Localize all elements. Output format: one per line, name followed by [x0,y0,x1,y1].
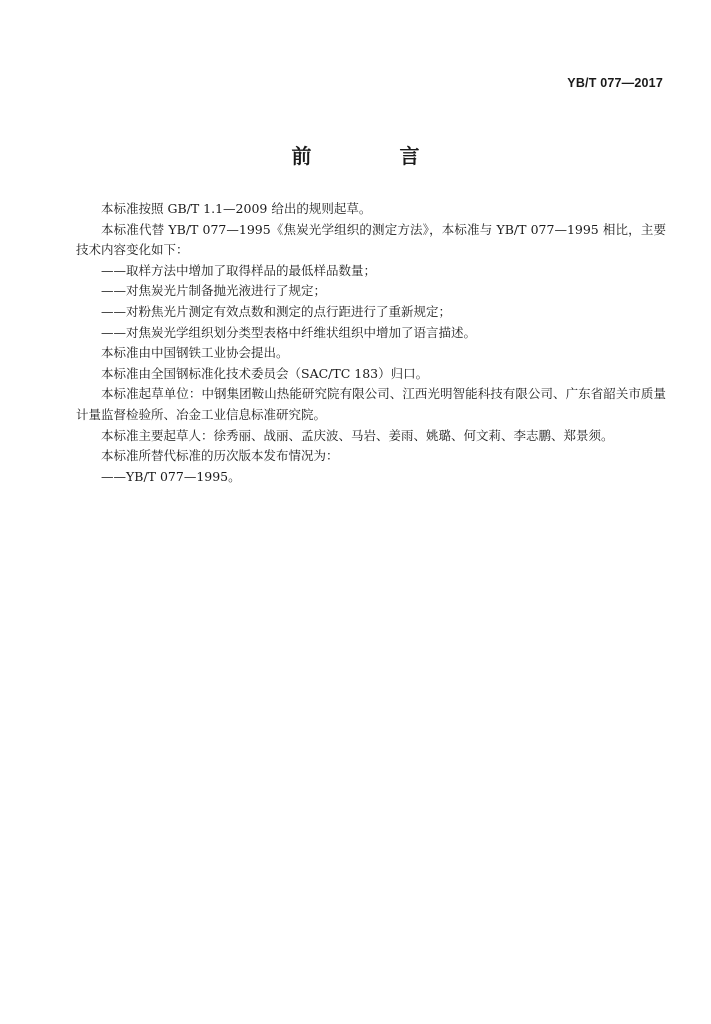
paragraph-drafters: 本标准主要起草人：徐秀丽、战丽、孟庆波、马岩、姜雨、姚璐、何文莉、李志鹏、郑景须。 [101,427,614,443]
paragraph-change-polishing: ——对焦炭光片制备抛光液进行了规定； [101,283,327,299]
paragraph-history-intro: 本标准所替代标准的历次版本发布情况为： [101,448,339,464]
paragraph-centralized: 本标准由全国钢标准化技术委员会（SAC/TC 183）归口。 [101,365,429,381]
standard-code: YB/T 077—2017 [567,76,663,90]
paragraph-change-measurement: ——对粉焦光片测定有效点数和测定的点行距进行了重新规定； [101,303,452,319]
paragraph-change-sampling: ——取样方法中增加了取得样品的最低样品数量； [101,262,377,278]
paragraph-proposer: 本标准由中国钢铁工业协会提出。 [101,345,289,361]
foreword-body [76,199,666,487]
paragraph-change-description: ——对焦炭光学组织划分类型表格中纤维状组织中增加了语言描述。 [101,324,477,340]
page-title: 前 言 [291,144,454,168]
paragraph-drafting-rules: 本标准按照 GB/T 1.1—2009 给出的规则起草。 [101,201,372,216]
paragraph-replacement: 本标准代替 YB/T 077—1995《焦炭光学组织的测定方法》，本标准与 YB/T 077—1995 相比，主要技术内容变化如下： [76,221,666,258]
paragraph-history-item: ——YB/T 077—1995。 [101,468,241,484]
paragraph-drafting-units: 本标准起草单位：中钢集团鞍山热能研究院有限公司、江西光明智能科技有限公司、广东省韶关市质量计量监督检验所、冶金工业信息标准研究院。 [76,386,666,422]
